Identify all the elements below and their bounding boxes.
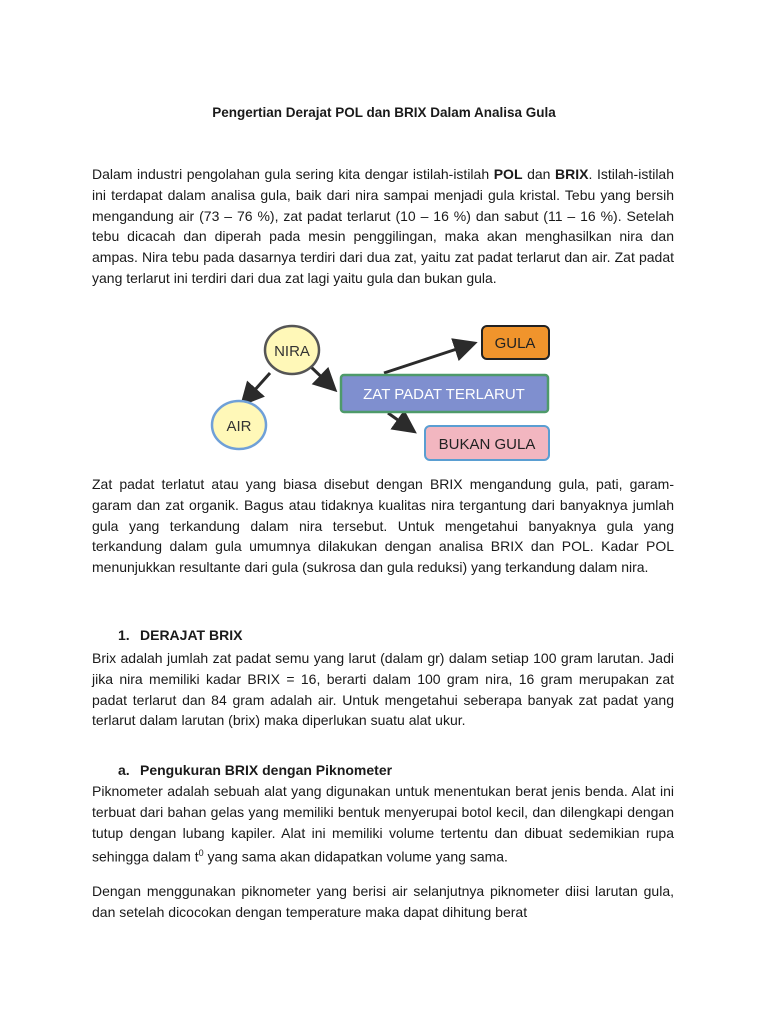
brix-description-paragraph: Zat padat terlatut atau yang biasa disebut dengan BRIX mengandung gula, pati, garam-garam dan zat organik. Bagus atau tidaknya kualitas nira tergantung dari banyaknya jumlah gula yang terkandung dalam nira tersebut. Untuk mengetahui banyaknya gula yang terkandung dalam gula umumnya dilakukan dengan analisa BRIX dan POL. Kadar POL menunjukkan resultante dari gula (sukrosa dan gula reduksi) yang terkandung dalam nira. (92, 476, 674, 576)
composition-diagram (200, 318, 570, 468)
arrow-zat-to-gula (384, 344, 472, 373)
intro-text-e: . Istilah-istilah ini terdapat dalam analisa gula, baik dari nira sampai menjadi gula kristal. Tebu yang bersih mengandung air (73 – 76 %), zat padat terlarut (10 – 16 %) dan sabut (11 – 16 %). Setelah tebu dicacah dan diperah pada mesin penggilingan, maka akan menghasilkan nira dan ampas. Nira tebu pada dasarnya terdiri dari dua zat, yaitu zat padat terlarut dan air. Zat padat yang terlarut ini terdiri dari dua zat lagi yaitu gula dan bukan gula. (92, 166, 675, 286)
zat-padat-label: ZAT PADAT TERLARUT (363, 386, 525, 403)
section-title: DERAJAT BRIX (140, 627, 243, 643)
intro-text-a: Dalam industri pengolahan gula sering kita dengar istilah-istilah (92, 166, 494, 182)
nira-label: NIRA (274, 343, 310, 360)
section-heading-derajat-brix (118, 627, 242, 643)
brix-definition-paragraph: Brix adalah jumlah zat padat semu yang larut (dalam gr) dalam setiap 100 gram larutan. Jadi jika nira memiliki kadar BRIX = 16, berarti dalam 100 gram nira, 16 gram merupakan zat padat terlarut dan 84 gram adalah air. Untuk mengetahui seberapa banyak zat padat yang terlarut dalam larutan (brix) maka diperlukan suatu alat ukur. (92, 650, 674, 729)
document-title: Pengertian Derajat POL dan BRIX Dalam Analisa Gula (212, 105, 556, 120)
piknometer-text-a: Piknometer adalah sebuah alat yang digunakan untuk menentukan berat jenis benda. Alat ini terbuat dari bahan gelas yang memiliki bentuk menyerupai botol kecil, dan dilengkapi dengan tutup dengan lubang kapiler. Alat ini memiliki volume tertentu dan dibuat sedemikian rupa sehingga dalam t (92, 783, 674, 866)
intro-paragraph (92, 164, 674, 289)
bukan-gula-label: BUKAN GULA (438, 436, 536, 453)
subsection-number: a. (118, 762, 130, 778)
intro-term-pol: POL (493, 166, 523, 182)
gula-label: GULA (494, 335, 536, 352)
piknometer-text-b: yang sama akan didapatkan volume yang sama. (203, 849, 508, 866)
section-number: 1. (118, 627, 130, 643)
piknometer-paragraph (92, 781, 674, 868)
subsection-heading-piknometer (118, 762, 392, 778)
arrow-nira-to-zat (310, 366, 333, 388)
degree-superscript: 0 (198, 848, 204, 859)
subsection-title: Pengukuran BRIX dengan Piknometer (140, 762, 393, 778)
arrow-zat-to-bukan-gula (388, 413, 412, 430)
arrow-nira-to-air (244, 373, 270, 402)
intro-text-c: dan (522, 166, 556, 182)
air-label: AIR (226, 418, 252, 435)
piknometer-procedure-paragraph: Dengan menggunakan piknometer yang berisi air selanjutnya piknometer diisi larutan gula, dan setelah dicocokan dengan temperature maka dapat dihitung berat (92, 883, 674, 920)
intro-term-brix: BRIX (555, 166, 589, 182)
